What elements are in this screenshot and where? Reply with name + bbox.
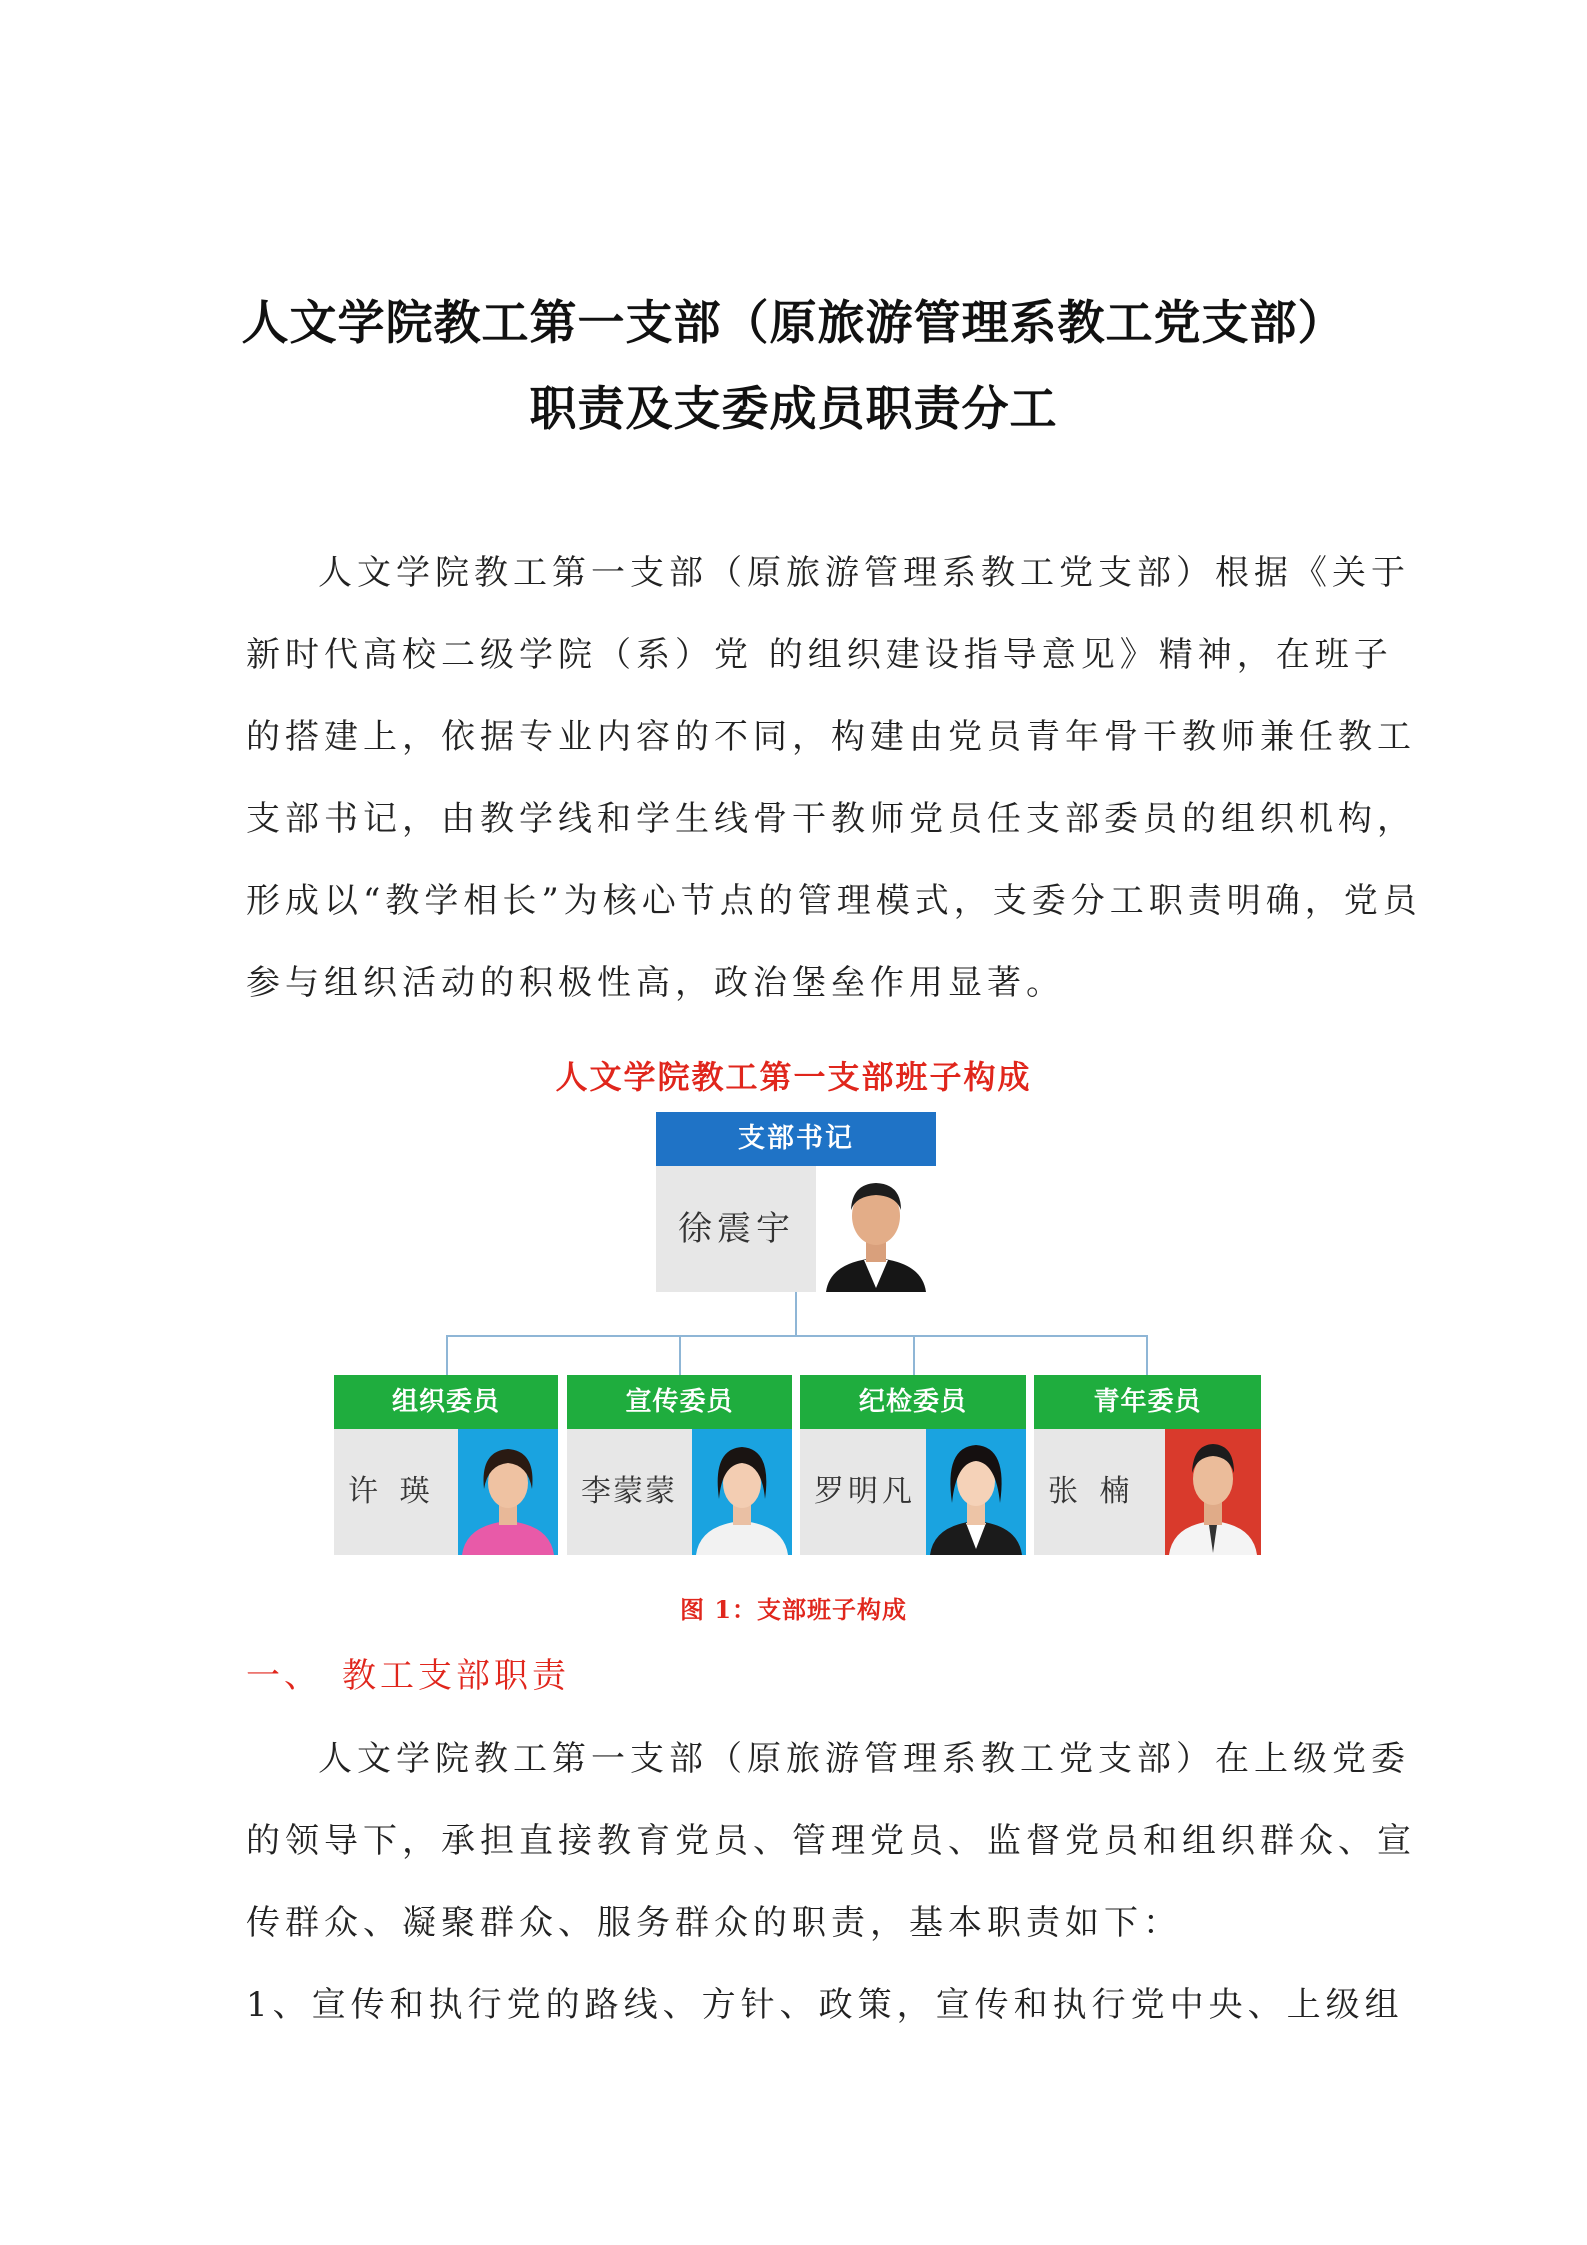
intro-paragraph [246, 532, 1422, 1024]
member-photo [458, 1429, 558, 1555]
member-name-box [1034, 1429, 1261, 1555]
secretary-role-header: 支部书记 [656, 1112, 936, 1166]
person-portrait-icon [926, 1429, 1026, 1555]
intro-line: 人文学院教工第一支部（原旅游管理系教工党支部）根据《关于 [318, 553, 1410, 593]
intro-line: 形成以“教学相长”为核心节点的管理模式，支委分工职责明确，党员 [246, 881, 1422, 921]
intro-line: 新时代高校二级学院（系）党 的组织建设指导意见》精神，在班子 [246, 635, 1393, 675]
org-connector [446, 1335, 1148, 1337]
member-card [800, 1375, 1026, 1555]
person-portrait-icon [692, 1429, 792, 1555]
member-card [334, 1375, 558, 1555]
section-number: 一、 [246, 1656, 322, 1696]
member-photo [1165, 1429, 1261, 1555]
member-role-header: 宣传委员 [567, 1375, 792, 1429]
list-item: 1、宣传和执行党的路线、方针、政策，宣传和执行党中央、上级组 [246, 1985, 1404, 2025]
intro-line: 的搭建上，依据专业内容的不同，构建由党员青年骨干教师兼任教工 [246, 717, 1416, 757]
member-role-header: 青年委员 [1034, 1375, 1261, 1429]
member-name-box [567, 1429, 792, 1555]
org-chart-title: 人文学院教工第一支部班子构成 [555, 1058, 1032, 1096]
member-card [567, 1375, 792, 1555]
section-paragraph [246, 1718, 1416, 2046]
document-title-line-2: 职责及支委成员职责分工 [529, 382, 1058, 437]
section-heading [246, 1648, 570, 1697]
member-photo [926, 1429, 1026, 1555]
member-role-header: 组织委员 [334, 1375, 558, 1429]
section-line: 传群众、凝聚群众、服务群众的职责，基本职责如下： [246, 1903, 1182, 1943]
org-connector [1146, 1335, 1148, 1377]
org-connector [446, 1335, 448, 1377]
person-portrait-icon [1165, 1429, 1261, 1555]
person-portrait-icon [816, 1166, 936, 1292]
org-connector [679, 1335, 681, 1377]
document-title-line-1: 人文学院教工第一支部（原旅游管理系教工党支部） [241, 296, 1346, 351]
section-line: 的领导下，承担直接教育党员、管理党员、监督党员和组织群众、宣 [246, 1821, 1416, 1861]
member-name: 罗明凡 [814, 1474, 916, 1509]
org-connector [913, 1335, 915, 1377]
person-portrait-icon [458, 1429, 558, 1555]
figure-caption: 图 1：支部班子构成 [679, 1595, 908, 1624]
section-line: 人文学院教工第一支部（原旅游管理系教工党支部）在上级党委 [318, 1739, 1410, 1779]
member-name: 许 瑛 [348, 1474, 436, 1509]
member-name-box [334, 1429, 558, 1555]
secretary-name: 徐震宇 [678, 1209, 795, 1249]
org-connector [795, 1292, 797, 1336]
member-card [1034, 1375, 1261, 1555]
member-name: 李蒙蒙 [581, 1474, 677, 1509]
secretary-photo [816, 1166, 936, 1292]
intro-line: 支部书记，由教学线和学生线骨干教师党员任支部委员的组织机构， [246, 799, 1416, 839]
secretary-card [656, 1166, 936, 1292]
intro-line: 参与组织活动的积极性高，政治堡垒作用显著。 [246, 963, 1065, 1003]
member-name: 张 楠 [1048, 1474, 1136, 1509]
member-photo [692, 1429, 792, 1555]
member-role-header: 纪检委员 [800, 1375, 1026, 1429]
member-name-box [800, 1429, 1026, 1555]
section-title: 教工支部职责 [342, 1656, 570, 1696]
